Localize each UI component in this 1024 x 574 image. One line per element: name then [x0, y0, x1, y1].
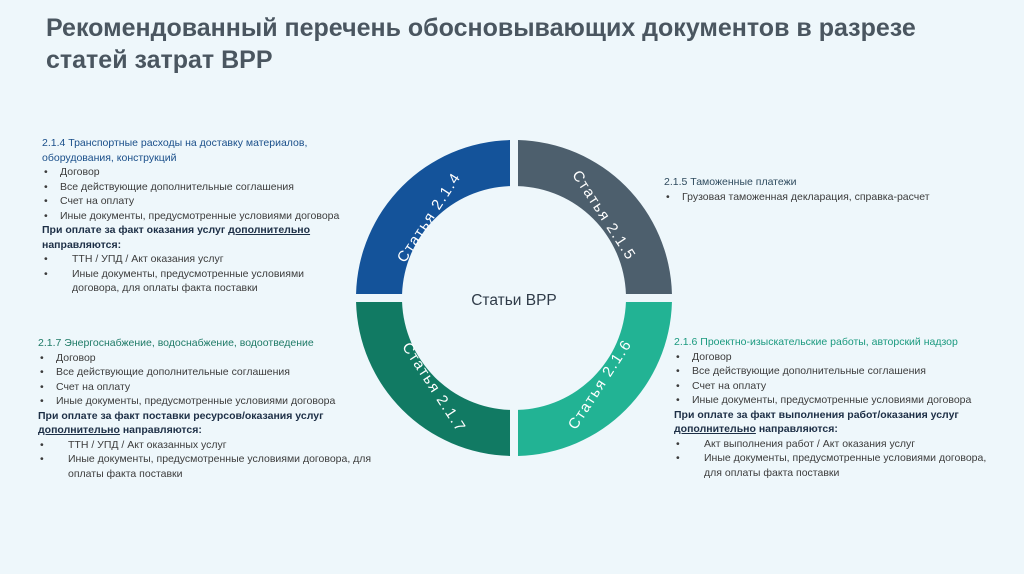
block-2-1-7-heading: 2.1.7 Энергоснабжение, водоснабжение, водоотведение [38, 337, 314, 349]
segment-label-2-1-7: Статья 2.1.7 [398, 339, 470, 436]
block-2-1-4 [42, 136, 372, 296]
list-item: • Грузовая таможенная декларация, справка-расчет [664, 190, 984, 205]
list-item: • Иные документы, предусмотренные условиями договора [38, 394, 378, 409]
note-text: направляются: [755, 423, 838, 435]
list-item: • Иные документы, предусмотренные условиями договора [42, 209, 372, 224]
sub-list-item [674, 451, 1014, 480]
block-2-1-6-note: При оплате за факт выполнения работ/оказания услуг [674, 408, 959, 421]
block-2-1-5 [664, 175, 984, 204]
list-item: • Договор [42, 165, 372, 180]
segment-label-2-1-5: Статья 2.1.5 [568, 167, 640, 264]
block-2-1-7-note-line2 [38, 423, 378, 438]
sub-item-line2: договора, для оплаты факта поставки [72, 282, 258, 294]
list-item: • Иные документы, предусмотренные условиями договора [674, 393, 1014, 408]
segment-label-2-1-6: Статья 2.1.6 [564, 336, 636, 433]
sub-item-line1: Иные документы, предусмотренные условиями [72, 267, 305, 280]
list-item: • Договор [674, 350, 1014, 365]
page-title: Рекомендованный перечень обосновывающих документов в разрезе статей затрат ВРР [46, 14, 916, 74]
block-2-1-4-note [42, 223, 372, 238]
note-text: При оплате за факт оказания услуг [42, 224, 229, 236]
block-2-1-5-heading: 2.1.5 Таможенные платежи [664, 176, 797, 188]
list-item: • Счет на оплату [38, 380, 378, 395]
list-item: • Счет на оплату [674, 379, 1014, 394]
list-item: • Все действующие дополнительные соглашения [674, 364, 1014, 379]
note-underlined: дополнительно [228, 224, 311, 236]
block-2-1-4-heading-line1: 2.1.4 Транспортные расходы на доставку материалов, [42, 137, 308, 149]
list-item: • Все действующие дополнительные соглашения [42, 180, 372, 195]
block-2-1-7 [38, 336, 378, 481]
sub-list-item [38, 452, 378, 481]
block-2-1-4-note-line2: направляются: [42, 238, 122, 251]
sub-list-item [42, 267, 372, 296]
note-underlined: дополнительно [38, 424, 120, 436]
sub-list-item: • Акт выполнения работ / Акт оказания услуг [674, 437, 1014, 452]
note-underlined: дополнительно [674, 423, 756, 435]
block-2-1-4-heading-line2: оборудования, конструкций [42, 151, 177, 164]
note-text: направляются: [119, 424, 202, 436]
sub-item-line1: Иные документы, предусмотренные условиями договора, для [68, 453, 372, 465]
list-item: • Все действующие дополнительные соглашения [38, 365, 378, 380]
block-2-1-6-heading: 2.1.6 Проектно-изыскательские работы, авторский надзор [674, 336, 958, 348]
list-item: • Договор [38, 351, 378, 366]
block-2-1-7-note: При оплате за факт поставки ресурсов/оказания услуг [38, 409, 324, 422]
sub-item-line2: для оплаты факта поставки [704, 466, 840, 479]
segment-label-2-1-4: Статья 2.1.4 [393, 169, 465, 266]
sub-list-item: • ТТН / УПД / Акт оказания услуг [42, 252, 372, 267]
sub-item-line1: Иные документы, предусмотренные условиями договора, [704, 452, 987, 464]
block-2-1-6-note-line2 [674, 422, 1014, 437]
center-label: Статьи ВРР [471, 292, 557, 309]
block-2-1-6 [674, 335, 1014, 480]
sub-list-item: • ТТН / УПД / Акт оказанных услуг [38, 438, 378, 453]
list-item: • Счет на оплату [42, 194, 372, 209]
sub-item-line2: оплаты факта поставки [68, 467, 183, 480]
